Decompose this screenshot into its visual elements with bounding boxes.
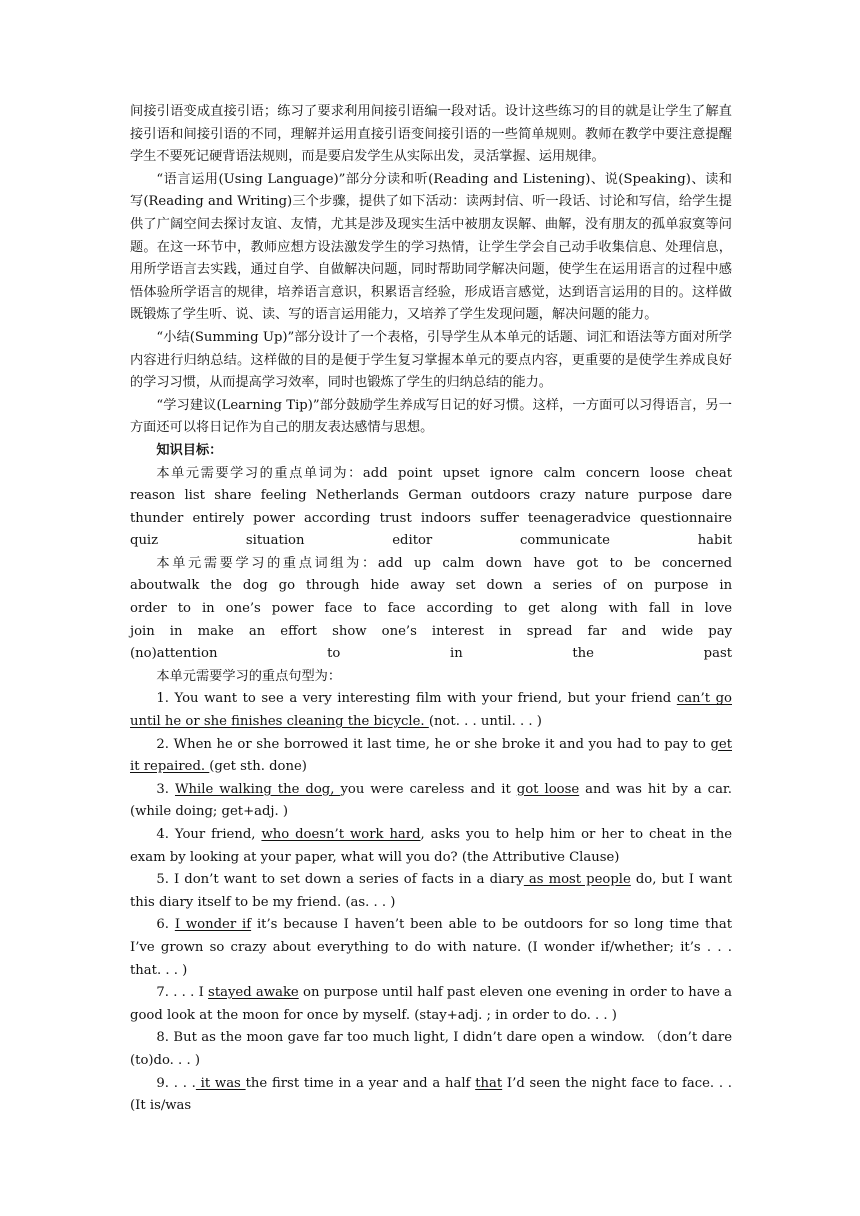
list-entry: in order to xyxy=(130,578,733,617)
list-entry: teenageradvice xyxy=(527,510,631,526)
sentence-item: 1. You want to see a very interesting film with your friend, but your friend can’t go until he or she finishes cleaning the bicycle. (not. . . until. . . ) xyxy=(130,691,732,730)
list-entry: suffer xyxy=(480,510,519,526)
sentences-intro: 本单元需要学习的重点句型为： xyxy=(156,668,342,684)
list-entry: get along with xyxy=(528,601,638,617)
list-entry: ignore xyxy=(489,465,534,481)
sentence-item: 5. I don’t want to set down a series of facts in a diary as most people do, but I want this diary itself to be my friend. (as. . . ) xyxy=(130,872,732,910)
list-entry: fall in love xyxy=(648,601,733,617)
list-entry: habit xyxy=(697,533,733,549)
list-entry: feeling xyxy=(260,488,307,504)
list-entry: according xyxy=(304,510,371,526)
list-entry: cheat xyxy=(695,465,733,481)
list-entry: questionnaire xyxy=(639,510,733,526)
list-entry: share xyxy=(214,488,252,504)
list-entry: crazy xyxy=(539,488,576,504)
underlined-phrase: who doesn’t work hard xyxy=(261,827,421,842)
list-entry: point xyxy=(398,465,433,481)
list-entry: hide away xyxy=(370,578,445,594)
list-entry: add up xyxy=(377,555,431,571)
paragraph-grammar-continued: 间接引语变成直接引语；练习了要求利用间接引语编一段对话。设计这些练习的目的就是让学生了解直接引语和间接引语的不同，理解并运用直接引语变间接引语的一些简单规则。教师在教学中要注意提醒学生不要死记硬背语法规则，而是要启发学生从实际出发，灵活掌握、运用规律。 xyxy=(130,104,732,165)
list-entry: have got to xyxy=(533,555,623,571)
knowledge-heading: 知识目标： xyxy=(156,442,223,458)
underlined-phrase: I wonder if xyxy=(174,917,252,933)
list-entry: show one’s interest in xyxy=(332,623,512,639)
list-entry: far and wide xyxy=(587,623,694,639)
underlined-phrase: got loose xyxy=(516,781,580,797)
sentence-item: 3. While walking the dog, you were careless and it got loose and was hit by a car. (while doing; get+adj. ) xyxy=(130,781,732,820)
list-entry: upset xyxy=(442,465,480,481)
list-entry: nature xyxy=(584,488,629,504)
list-entry: dare xyxy=(701,488,733,504)
document-page xyxy=(130,101,732,1118)
list-entry: face to face xyxy=(324,601,416,617)
list-entry: indoors xyxy=(420,510,471,526)
list-entry: a series of xyxy=(533,578,616,594)
list-entry: go through xyxy=(278,578,360,594)
sentence-item: 6. I wonder if it’s because I haven’t been able to be outdoors for so long time that I’ve grown so crazy about everything to do with nature. (I wonder if/whether; it’s . . . that. . . ) xyxy=(130,917,732,978)
underlined-phrase: While walking the dog, xyxy=(174,781,341,797)
list-entry: power xyxy=(253,510,295,526)
sentence-item: 8. But as the moon gave far too much light, I didn’t dare open a window. （don’t dare (to)do. . . ) xyxy=(130,1030,732,1068)
list-entry: quiz xyxy=(130,533,159,549)
paragraph-summing-up: “小结(Summing Up)”部分设计了一个表格，引导学生从本单元的话题、词汇和语法等方面对所学内容进行归纳总结。这样做的目的是便于学生复习掌握本单元的要点内容，更重要的是使学生养成良好的学习习惯，从而提高学习效率，同时也锻炼了学生的归纳总结的能力。 xyxy=(130,329,732,391)
list-entry: outdoors xyxy=(471,488,531,504)
list-entry: calm down xyxy=(442,555,522,571)
key-phrases-intro: 本单元需要学习的重点词组为： xyxy=(156,555,378,571)
key-phrases-list xyxy=(130,556,732,661)
list-entry: thunder xyxy=(130,510,184,526)
list-entry: editor xyxy=(392,533,433,549)
list-entry: make an effort xyxy=(197,623,317,639)
sentence-item: 7. . . . I stayed awake on purpose until half past eleven one evening in order to have a good look at the moon for once by myself. (stay+adj. ; in order to do. . . ) xyxy=(130,985,732,1023)
list-entry: entirely xyxy=(192,510,245,526)
underlined-phrase: stayed awake xyxy=(208,985,299,1001)
list-entry: situation xyxy=(245,533,305,549)
list-entry: concern xyxy=(585,465,640,481)
list-entry: add xyxy=(362,465,388,481)
sentence-item: 9. . . . it was the first time in a year and a half that I’d seen the night face to face. . . (It is/was xyxy=(130,1075,732,1114)
sentence-item: 4. Your friend, who doesn’t work hard, asks you to help him or her to cheat in the exam by looking at your paper, what will you do? (the Attributive Clause) xyxy=(130,827,733,865)
list-entry: German xyxy=(408,488,462,504)
list-entry: according to xyxy=(426,601,518,617)
key-words-intro: 本单元需要学习的重点单词为： xyxy=(156,465,363,481)
underlined-phrase: get it repaired. xyxy=(130,736,732,775)
underlined-phrase: as most people xyxy=(523,872,631,888)
key-sentences-list xyxy=(130,688,732,1117)
sentence-item: 2. When he or she borrowed it last time, he or she broke it and you had to pay to get it repaired. (get sth. done) xyxy=(130,736,732,775)
list-entry: spread xyxy=(526,623,573,639)
paragraph-using-language: “语言运用(Using Language)”部分分读和听(Reading and Listening)、说(Speaking)、读和写(Reading and Writing)三个步骤，提供了如下活动：读两封信、听一段话、讨论和写信，给学生提供了广阔空间去探讨友谊、友情，尤其是涉及现实生活中被朋友误解、曲解，没有朋友的孤单寂寞等问题。在这一环节中，教师应想方设法激发学生的学习热情，让学生学会自己动手收集信息、处理信息，用所学语言去实践，通过自学、自做解决问题，同时帮助同学解决问题，使学生在运用语言的过程中感悟体验所学语言的规律，培养语言意识，积累语言经验，形成语言感觉，达到语言运用的目的。这样做既锻炼了学生听、说、读、写的语言运用能力，又培养了学生发现问题，解决问题的能力。 xyxy=(130,171,732,323)
list-entry: in the past xyxy=(450,646,733,662)
list-entry: join in xyxy=(130,623,183,639)
list-entry: on purpose xyxy=(626,578,709,594)
list-entry: set down xyxy=(455,578,523,594)
underlined-phrase: that xyxy=(475,1075,503,1091)
list-entry: communicate xyxy=(520,533,610,549)
list-entry: list xyxy=(184,488,205,504)
list-entry: in one’s power xyxy=(201,601,314,617)
paragraph-learning-tip: “学习建议(Learning Tip)”部分鼓励学生养成写日记的好习惯。这样，一方面可以习得语言，另一方面还可以将日记作为自己的朋友表达感情与思想。 xyxy=(130,397,732,436)
list-entry: be concerned aboutwalk the dog xyxy=(130,555,733,594)
list-entry: loose xyxy=(650,465,685,481)
list-entry: Netherlands xyxy=(315,488,399,504)
key-words-paragraph xyxy=(130,463,732,553)
key-phrases-paragraph xyxy=(130,553,732,666)
list-entry: trust xyxy=(379,510,412,526)
list-entry: calm xyxy=(543,465,576,481)
list-entry: pay (no)attention to xyxy=(130,623,733,662)
list-entry: reason xyxy=(130,488,176,504)
list-entry: purpose xyxy=(638,488,693,504)
underlined-phrase: it was xyxy=(195,1075,246,1091)
underlined-phrase: can’t go until he or she finishes cleaning the bicycle. xyxy=(130,691,732,730)
